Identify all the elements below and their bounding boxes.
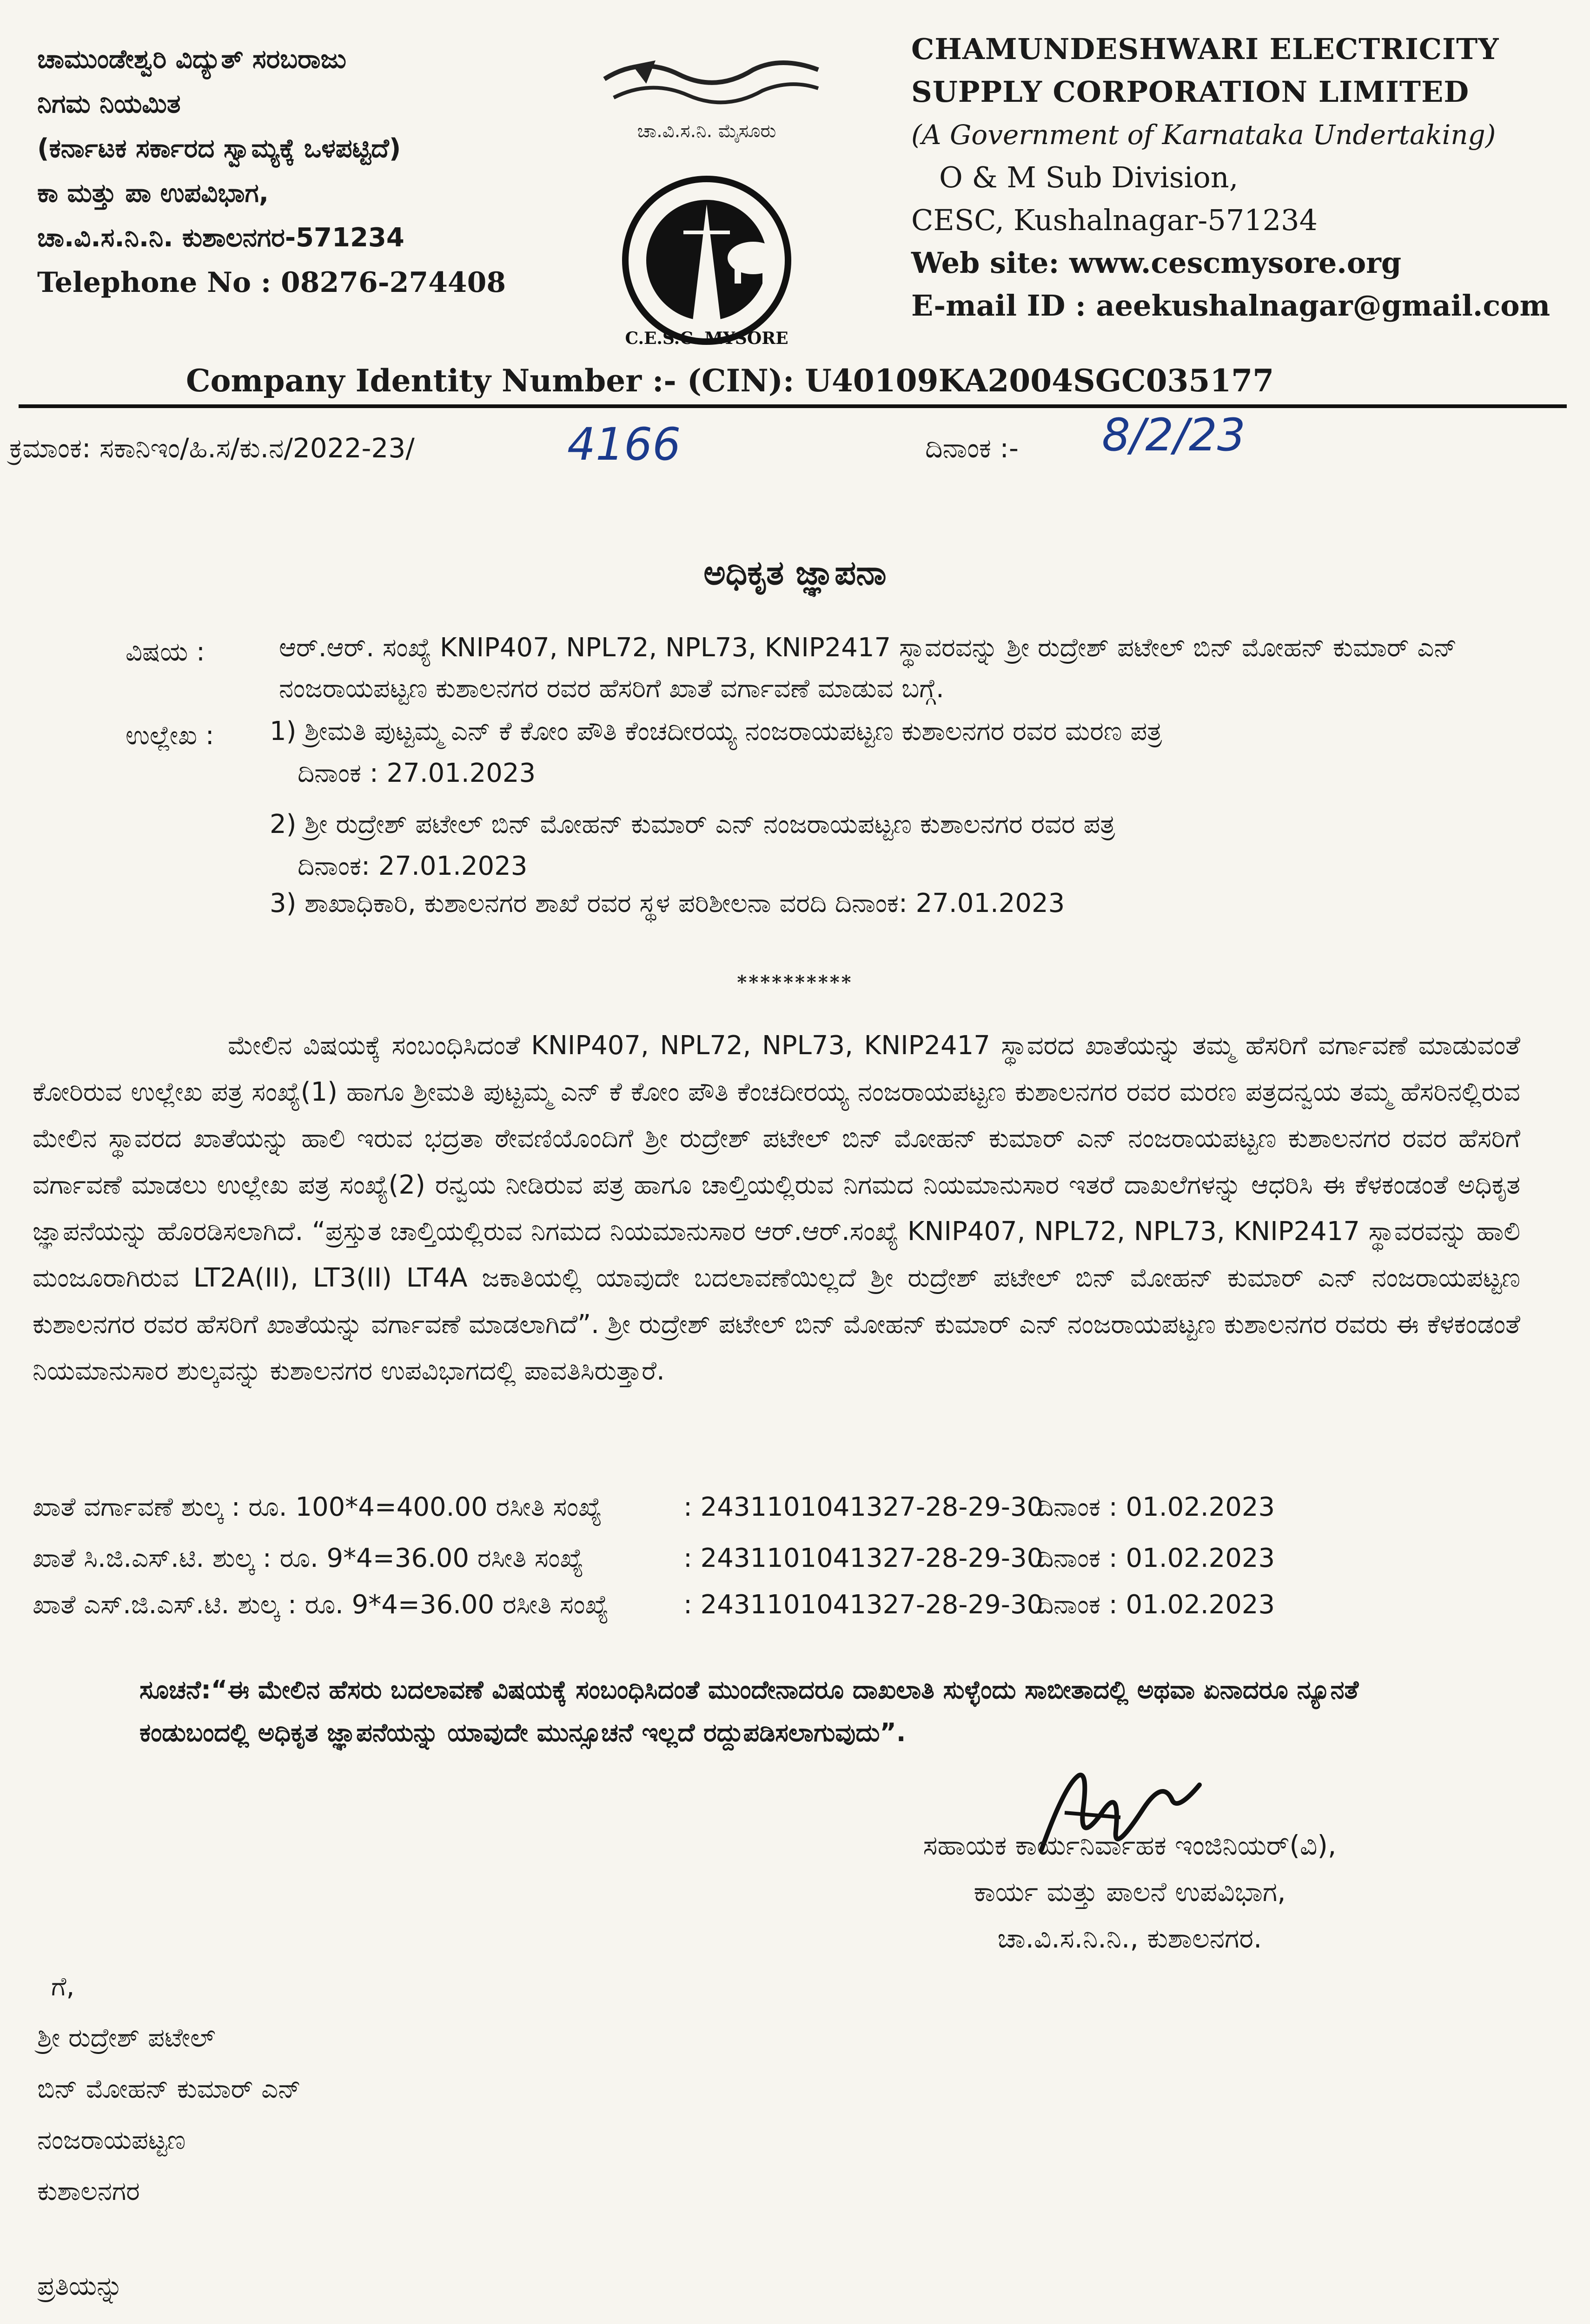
addressee-line: ಬಿನ್ ಮೋಹನ್ ಕುಮಾರ್ ಎನ್ <box>37 2074 301 2104</box>
signatory-block <box>781 1822 1478 1961</box>
header-left-block <box>37 37 549 305</box>
fee-date: ದಿನಾಂಕ : 01.02.2023 <box>1037 1590 1275 1620</box>
signatory-line: ಕಾರ್ಯ ಮತ್ತು ಪಾಲನೆ ಉಪವಿಭಾಗ, <box>974 1876 1286 1908</box>
cesc-logo-icon <box>576 46 837 353</box>
addressee-line: ಶ್ರೀ ರುದ್ರೇಶ್ ಪಟೇಲ್ <box>37 2023 216 2053</box>
subject-label: ವಿಷಯ : <box>126 637 205 667</box>
company-identity-number: Company Identity Number :- (CIN): U40109KA2004SGC035177 <box>186 363 1274 399</box>
fee-row <box>33 1590 1544 1620</box>
header-left-line: (ಕರ್ನಾಟಕ ಸರ್ಕಾರದ ಸ್ವಾಮ್ಯಕ್ಕೆ ಒಳಪಟ್ಟಿದೆ) <box>37 133 401 164</box>
sub-division: O & M Sub Division, <box>939 160 1239 194</box>
addressee-line: ನಂಜರಾಯಪಟ್ಟಣ <box>37 2125 186 2155</box>
references-label: ಉಲ್ಲೇಖ : <box>126 720 214 751</box>
telephone: Telephone No : 08276-274408 <box>37 266 506 299</box>
company-seal-logo <box>576 46 837 353</box>
reference-item: 3) ಶಾಖಾಧಿಕಾರಿ, ಕುಶಾಲನಗರ ಶಾಖೆ ರವರ ಸ್ಥಳ ಪರಿಶೀಲನಾ ವರದಿ ದಿನಾಂಕ: 27.01.2023 <box>270 888 1065 918</box>
fee-date: ದಿನಾಂಕ : 01.02.2023 <box>1037 1492 1275 1522</box>
fee-row <box>33 1543 1544 1574</box>
company-name-line: CHAMUNDESHWARI ELECTRICITY <box>911 32 1499 66</box>
subject-text: ಆರ್.ಆರ್. ಸಂಖ್ಯೆ KNIP407, NPL72, NPL73, KNIP2417 ಸ್ಥಾವರವನ್ನು ಶ್ರೀ ರುದ್ರೇಶ್ ಪಟೇಲ್ ಬಿನ್ ಮೋಹನ್ ಕುಮಾರ್ ಎನ್ ನಂಜರಾಯಪಟ್ಟಣ ಕುಶಾಲನಗರ ರವರ ಹೆಸರಿಗೆ ಖಾತೆ ವರ್ಗಾವಣೆ ಮಾಡುವ ಬಗ್ಗೆ. <box>279 633 1457 704</box>
email: E-mail ID : aeekushalnagar@gmail.com <box>911 289 1550 323</box>
addressee-line: ಕುಶಾಲನಗರ <box>37 2176 140 2206</box>
fee-date: ದಿನಾಂಕ : 01.02.2023 <box>1037 1543 1275 1573</box>
header-left-line: ಕಾ ಮತ್ತು ಪಾ ಉಪವಿಭಾಗ, <box>37 178 269 208</box>
fee-name: ಖಾತೆ ಎಸ್.ಜಿ.ಎಸ್.ಟಿ. ಶುಲ್ಕ : ರೂ. 9*4=36.00 ರಸೀತಿ ಸಂಖ್ಯೆ <box>33 1590 609 1620</box>
body-paragraph: ಮೇಲಿನ ವಿಷಯಕ್ಕೆ ಸಂಬಂಧಿಸಿದಂತೆ KNIP407, NPL72, NPL73, KNIP2417 ಸ್ಥಾವರದ ಖಾತೆಯನ್ನು ತಮ್ಮ ಹೆಸರಿಗೆ ವರ್ಗಾವಣೆ ಮಾಡುವಂತೆ ಕೋರಿರುವ ಉಲ್ಲೇಖ ಪತ್ರ ಸಂಖ್ಯೆ(1) ಹಾಗೂ ಶ್ರೀಮತಿ ಪುಟ್ಟಮ್ಮ ಎನ್ ಕೆ ಕೋಂ ಪೌತಿ ಕೆಂಚದೀರಯ್ಯ ನಂಜರಾಯಪಟ್ಟಣ ಕುಶಾಲನಗರ ರವರ ಮರಣ ಪತ್ರದನ್ವಯ ತಮ್ಮ ಹೆಸರಿನಲ್ಲಿರುವ ಮೇಲಿನ ಸ್ಥಾವರದ ಖಾತೆಯನ್ನು ಹಾಲಿ ಇರುವ ಭದ್ರತಾ ಠೇವಣಿಯೊಂದಿಗೆ ಶ್ರೀ ರುದ್ರೇಶ್ ಪಟೇಲ್ ಬಿನ್ ಮೋಹನ್ ಕುಮಾರ್ ಎನ್ ನಂಜರಾಯಪಟ್ಟಣ ಕುಶಾಲನಗರ ರವರ ಹೆಸರಿಗೆ ವರ್ಗಾವಣೆ ಮಾಡಲು ಉಲ್ಲೇಖ ಪತ್ರ ಸಂಖ್ಯೆ(2) ರನ್ವಯ ನೀಡಿರುವ ಪತ್ರ ಹಾಗೂ ಚಾಲ್ತಿಯಲ್ಲಿರುವ ನಿಗಮದ ನಿಯಮಾನುಸಾರ ಇತರೆ ದಾಖಲೆಗಳನ್ನು ಆಧರಿಸಿ ಈ ಕೆಳಕಂಡಂತೆ ಅಧಿಕೃತ ಜ್ಞಾಪನೆಯನ್ನು ಹೊರಡಿಸಲಾಗಿದೆ. “ಪ್ರಸ್ತುತ ಚಾಲ್ತಿಯಲ್ಲಿರುವ ನಿಗಮದ ನಿಯಮಾನುಸಾರ ಆರ್.ಆರ್.ಸಂಖ್ಯೆ KNIP407, NPL72, NPL73, KNIP2417 ಸ್ಥಾವರವನ್ನು ಹಾಲಿ ಮಂಜೂರಾಗಿರುವ LT2A(II), LT3(II) LT4A ಜಕಾತಿಯಲ್ಲಿ ಯಾವುದೇ ಬದಲಾವಣೆಯಿಲ್ಲದೆ ಶ್ರೀ ರುದ್ರೇಶ್ ಪಟೇಲ್ ಬಿನ್ ಮೋಹನ್ ಕುಮಾರ್ ಎನ್ ನಂಜರಾಯಪಟ್ಟಣ ಕುಶಾಲನಗರ ರವರ ಹೆಸರಿಗೆ ಖಾತೆಯನ್ನು ವರ್ಗಾವಣೆ ಮಾಡಲಾಗಿದೆ”. ಶ್ರೀ ರುದ್ರೇಶ್ ಪಟೇಲ್ ಬಿನ್ ಮೋಹನ್ ಕುಮಾರ್ ಎನ್ ನಂಜರಾಯಪಟ್ಟಣ ಕುಶಾಲನಗರ ರವರು ಈ ಕೆಳಕಂಡಂತೆ ನಿಯಮಾನುಸಾರ ಶುಲ್ಕವನ್ನು ಕುಶಾಲನಗರ ಉಪವಿಭಾಗದಲ್ಲಿ ಪಾವತಿಸಿರುತ್ತಾರೆ. <box>33 1030 1520 1386</box>
fee-name: ಖಾತೆ ವರ್ಗಾವಣೆ ಶುಲ್ಕ : ರೂ. 100*4=400.00 ರಸೀತಿ ಸಂಖ್ಯೆ <box>33 1492 602 1522</box>
fee-receipt: : 2431101041327-28-29-30 <box>683 1543 1044 1573</box>
website: Web site: www.cescmysore.org <box>911 246 1402 280</box>
separator-stars: ********** <box>737 971 853 993</box>
reference-item: 1) ಶ್ರೀಮತಿ ಪುಟ್ಟಮ್ಮ ಎನ್ ಕೆ ಕೋಂ ಪೌತಿ ಕೆಂಚದೀರಯ್ಯ ನಂಜರಾಯಪಟ್ಟಣ ಕುಶಾಲನಗರ ರವರ ಮರಣ ಪತ್ರ <box>270 716 1162 746</box>
signatory-line: ಚಾ.ವಿ.ಸ.ನಿ.ನಿ., ಕುಶಾಲನಗರ. <box>997 1922 1262 1954</box>
reference-number-handwritten: 4166 <box>567 418 681 470</box>
header-left-line: ಚಾ.ವಿ.ಸ.ನಿ.ನಿ. ಕುಶಾಲನಗರ-571234 <box>37 223 404 253</box>
reference-item-date: ದಿನಾಂಕ: 27.01.2023 <box>298 851 528 881</box>
fee-row <box>33 1492 1544 1523</box>
signatory-line: ಸಹಾಯಕ ಕಾರ್ಯನಿರ್ವಾಹಕ ಇಂಜಿನಿಯರ್(ವಿ), <box>923 1829 1337 1861</box>
reference-item-date: ದಿನಾಂಕ : 27.01.2023 <box>298 758 536 788</box>
header-left-line: ಚಾಮುಂಡೇಶ್ವರಿ ವಿದ್ಯುತ್ ಸರಬರಾಜು <box>37 44 346 74</box>
copies-block <box>37 2264 904 2324</box>
addressee-line: ಗೆ, <box>51 1972 75 2002</box>
fee-receipt: : 2431101041327-28-29-30 <box>683 1492 1044 1522</box>
date-label: ದಿನಾಂಕ :- <box>925 432 1019 464</box>
header-left-line: ನಿಗಮ ನಿಯಮಿತ <box>37 89 181 119</box>
office-address: CESC, Kushalnagar-571234 <box>911 203 1318 237</box>
note-text: ಸೂಚನೆ:“ಈ ಮೇಲಿನ ಹೆಸರು ಬದಲಾವಣೆ ವಿಷಯಕ್ಕೆ ಸಂಬಂಧಿಸಿದಂತೆ ಮುಂದೇನಾದರೂ ದಾಖಲಾತಿ ಸುಳ್ಳೆಂದು ಸಾಬೀತಾದಲ್ಲಿ ಅಥವಾ ಏನಾದರೂ ನ್ಯೂನತೆ ಕಂಡುಬಂದಲ್ಲಿ ಅಧಿಕೃತ ಜ್ಞಾಪನೆಯನ್ನು ಯಾವುದೇ ಮುನ್ಸೂಚನೆ ಇಲ್ಲದೆ ರದ್ದುಪಡಿಸಲಾಗುವುದು”. <box>139 1675 1359 1747</box>
logo-top-text: ಚಾ.ವಿ.ಸ.ನಿ. ಮೈಸೂರು <box>637 120 776 142</box>
reference-number-label: ಕ್ರಮಾಂಕ: ಸಕಾನಿಇಂ/ಹಿ.ಸ/ಕು.ನ/2022-23/ <box>9 432 415 464</box>
logo-text: C.E.S.C. MYSORE <box>625 329 788 348</box>
govt-undertaking: (A Government of Karnataka Undertaking) <box>911 119 1496 151</box>
date-handwritten: 8/2/23 <box>1102 409 1246 461</box>
company-name-line: SUPPLY CORPORATION LIMITED <box>911 75 1470 109</box>
document-title: ಅಧಿಕೃತ ಜ್ಞಾಪನಾ <box>703 553 887 592</box>
addressee-block <box>37 1961 301 2217</box>
header-right-block <box>911 28 1571 327</box>
header-divider <box>19 404 1567 408</box>
fee-name: ಖಾತೆ ಸಿ.ಜಿ.ಎಸ್.ಟಿ. ಶುಲ್ಕ : ರೂ. 9*4=36.00 ರಸೀತಿ ಸಂಖ್ಯೆ <box>33 1543 584 1573</box>
fee-receipt: : 2431101041327-28-29-30 <box>683 1590 1044 1620</box>
reference-item: 2) ಶ್ರೀ ರುದ್ರೇಶ್ ಪಟೇಲ್ ಬಿನ್ ಮೋಹನ್ ಕುಮಾರ್ ಎನ್ ನಂಜರಾಯಪಟ್ಟಣ ಕುಶಾಲನಗರ ರವರ ಪತ್ರ <box>270 809 1115 839</box>
copy-label: ಪ್ರತಿಯನ್ನು <box>37 2271 123 2301</box>
